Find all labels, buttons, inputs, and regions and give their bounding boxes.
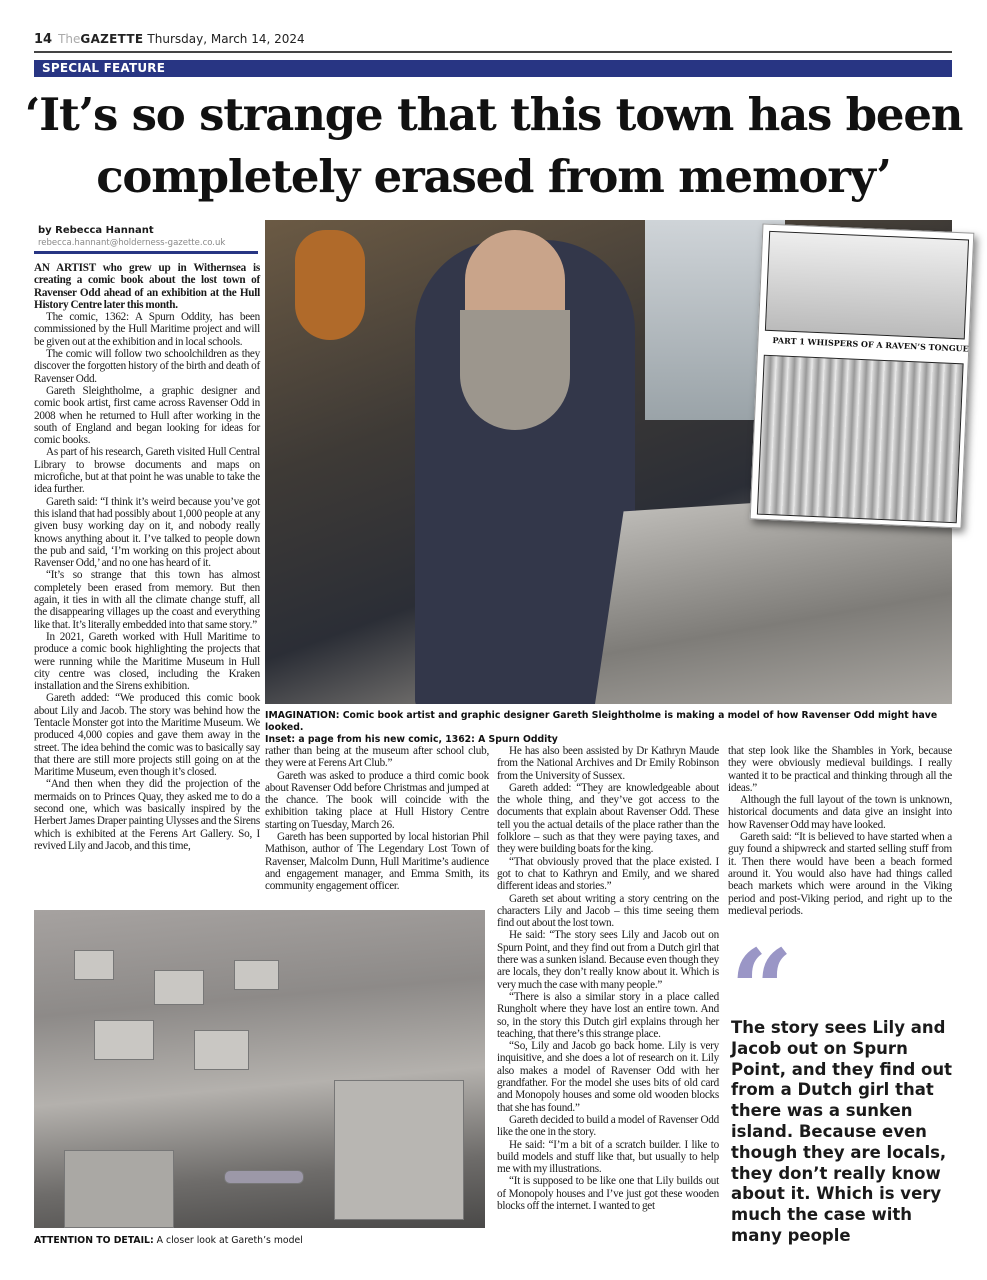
- paragraph: “It is supposed to be like one that Lily builds out of Monopoly houses and I’ve just got these wooden blocks off the internet. I wanted to get: [497, 1175, 719, 1212]
- paragraph: Gareth said: “It is believed to have started when a guy found a shipwreck and started selling stuff from it. Then there would have been a beach formed around it. You would also have had things called beach markets which were around in the Viking period and post-Viking period, and right up to the medieval periods.: [728, 831, 952, 917]
- paragraph: Although the full layout of the town is unknown, historical documents and data give an insight into how Ravenser Odd may have looked.: [728, 794, 952, 831]
- section-banner: SPECIAL FEATURE: [34, 60, 952, 77]
- paper-prefix: The: [58, 32, 81, 46]
- paragraph: In 2021, Gareth worked with Hull Maritime to produce a comic book highlighting the projects that were running while the Maritime Museum in Hull city centre was closed, including the Kraken installation and the Sirens exhibition.: [34, 630, 260, 693]
- byline-author: by Rebecca Hannant: [38, 225, 154, 236]
- article-column-1: [34, 262, 260, 852]
- paper-name: GAZETTE: [80, 32, 144, 46]
- article-column-2: [265, 745, 489, 893]
- inset-comic-page: [750, 224, 975, 529]
- header-rule: [34, 51, 952, 53]
- paragraph: Gareth has been supported by local historian Phil Mathison, author of The Legendary Lost Town of Ravenser, Malcolm Dunn, Hull Maritime’s audience and engagement manager, and Emma Smith, its community engagement officer.: [265, 831, 489, 893]
- article-column-4: [728, 745, 952, 917]
- paragraph: Gareth was asked to produce a third comic book about Ravenser Odd before Christmas and jumped at the chance. The book will coincide with the exhibition taking place at Hull History Centre starting on Tuesday, March 26.: [265, 769, 489, 831]
- caption-label: ATTENTION TO DETAIL:: [34, 1235, 154, 1246]
- caption-line-2: Inset: a page from his new comic, 1362: A Spurn Oddity: [265, 734, 558, 745]
- byline-email[interactable]: rebecca.hannant@holderness-gazette.co.uk: [38, 238, 226, 248]
- paragraph: He said: “I’m a bit of a scratch builder. I like to build models and stuff like that, but usually to help me with my illustrations.: [497, 1138, 719, 1176]
- paragraph: The comic, 1362: A Spurn Oddity, has been commissioned by the Hull Maritime project and will be given out at the exhibition and in local schools.: [34, 311, 260, 348]
- paragraph: rather than being at the museum after school club, they were at Ferens Art Club.”: [265, 745, 489, 770]
- paragraph: “And then when they did the projection of the mermaids on to Princes Quay, they asked me to do a second one, which was basically inspired by the Herbert James Draper painting Ulysses and the Sirens which is exhibited at the Ferens Art Gallery. So, I revived Lily and Jacob, and this time,: [34, 778, 260, 852]
- paragraph: He has also been assisted by Dr Kathryn Maude from the National Archives and Dr Emily Robinson from the University of Sussex.: [497, 745, 719, 782]
- pull-quote: The story sees Lily and Jacob out on Spurn Point, and they find out from a Dutch girl that there was a sunken island. Because even though they are locals, they don’t really know about it. Which is very much the case with many people: [731, 1018, 952, 1245]
- headline: ‘It’s so strange that this town has been completely erased from memory’: [24, 88, 963, 203]
- masthead: [34, 32, 305, 47]
- closeup-photo-caption: [34, 1235, 303, 1246]
- paragraph: Gareth added: “We produced this comic book about Lily and Jacob. The story was behind how the Tentacle Monster got into the Maritime Museum. We produced 4,000 copies and gave them away in the street. The idea behind the comic was to basically say that there are still more projects still going on at the Maritime Museum, even though it’s closed.: [34, 692, 260, 779]
- paragraph: As part of his research, Gareth visited Hull Central Library to browse documents and maps on microfiche, but at that point he was unable to take the idea further.: [34, 446, 260, 496]
- model-closeup-photo: [34, 910, 485, 1228]
- caption-line-1: IMAGINATION: Comic book artist and graphic designer Gareth Sleightholme is making a model of how Ravenser Odd might have looked.: [265, 710, 938, 733]
- paragraph: Gareth Sleightholme, a graphic designer and comic book artist, first came across Ravenser Odd in 2008 when he returned to Hull after working in the south of England and began looking for ideas for comic books.: [34, 384, 260, 447]
- paragraph: that step look like the Shambles in York, because they were obviously medieval buildings. I really wanted it to be practical and thinking through all the ideas.”: [728, 745, 952, 794]
- quote-mark-icon: “: [730, 925, 794, 1054]
- paragraph: Gareth decided to build a model of Ravenser Odd like the one in the story.: [497, 1113, 719, 1139]
- paragraph: Gareth set about writing a story centring on the characters Lily and Jacob – this time seeing them find out about the lost town.: [497, 892, 719, 930]
- main-photo-caption: [265, 710, 965, 746]
- issue-date: Thursday, March 14, 2024: [147, 32, 305, 46]
- caption-text: A closer look at Gareth’s model: [153, 1235, 303, 1246]
- paragraph: Gareth added: “They are knowledgeable about the whole thing, and they’ve got access to the documents that explain about Ravenser Odd. These tell you the actual details of the place rather than the folklore – such as that they were paying taxes, and they were building boats for the king.: [497, 781, 719, 856]
- paragraph: Gareth said: “I think it’s weird because you’ve got this island that had possibly about 1,000 people at any given busy working day on it, and nobody really knows anything about it. I’ve talked to people down the pub and said, ‘I’m working on this project about Ravenser Odd,’ and no one has heard of it.: [34, 495, 260, 570]
- paragraph: “There is also a similar story in a place called Rungholt where they have lost an entire town. And so, in the story this Dutch girl explains through her teaching, that there’s this strange place.: [497, 990, 719, 1040]
- paragraph: “It’s so strange that this town has almost completely been erased from memory. But then again, it ties in with all the climate change stuff, all the disappearing villages up the coast and everything like that. It’s literally embedded into that same story.”: [34, 569, 260, 631]
- paragraph: “That obviously proved that the place existed. I got to chat to Kathryn and Emily, and we shared different ideas and stories.”: [497, 855, 719, 893]
- paragraph: The comic will follow two schoolchildren as they discover the forgotten history of the birth and death of Ravenser Odd.: [34, 348, 260, 385]
- article-column-3: [497, 745, 719, 1212]
- paragraph: “So, Lily and Jacob go back home. Lily is very inquisitive, and she does a lot of research on it. Lily also makes a model of Ravenser Odd with her grandfather. For the model she uses bits of old card and Monopoly houses and some old wooden blocks that she has found.”: [497, 1040, 719, 1114]
- paragraph: AN ARTIST who grew up in Withernsea is creating a comic book about the lost town of Ravenser Odd ahead of an exhibition at the Hull History Centre later this month.: [34, 262, 260, 311]
- page-number: 14: [34, 32, 53, 47]
- byline-rule: [34, 251, 258, 254]
- paragraph: He said: “The story sees Lily and Jacob out on Spurn Point, and they find out from a Dutch girl that there was a sunken island. Because even though they are locals, they don’t really know about it. Which is very much the case with many people.”: [497, 929, 719, 991]
- inset-comic-title: PART 1 WHISPERS OF A RAVEN’S TONGUE: [772, 335, 969, 354]
